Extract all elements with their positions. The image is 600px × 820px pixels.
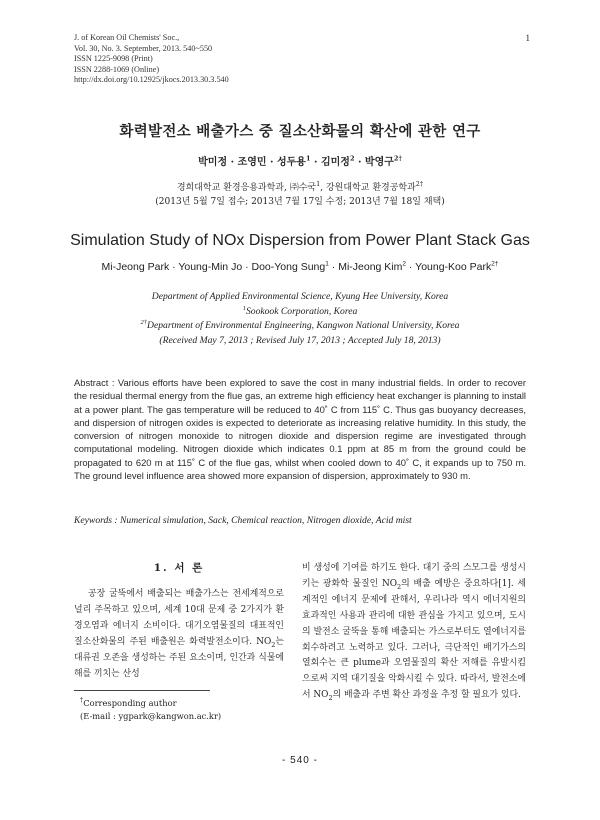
footnote-mark: † [80,696,84,705]
affil-ko-part: 경희대학교 환경응용과학과, ㈜수국 [176,183,317,193]
affil-ko-line [0,181,600,195]
journal-volume: Vol. 30, No. 3. September, 2013. 540~550 [74,43,213,53]
journal-name: J. of Korean Oil Chemists' Soc., [74,33,180,42]
keywords-label: Keywords : [74,515,118,526]
authors-korean [0,153,600,168]
footnote-divider [74,690,210,691]
affil-en-text: Sookook Corporation, Korea [245,305,358,317]
paragraph-text: 공장 굴뚝에서 배출되는 배출가스는 전세계적으로 널리 주목하고 있으며, 세계 10대 문제 중 2가지가 환경오염과 에너지 소비이다. 대기오염물질의 대표적인 질소산화물의 주된 배출원은 화력발전소이다. NO [74,589,284,647]
received-dates-english: (Received May 7, 2013 ; Revised July 17, 2013 ; Accepted July 18, 2013) [159,334,441,346]
authors-ko-part: 박미정 · 조영민 · 성두용 [198,157,306,168]
title-english: Simulation Study of NOx Dispersion from Power Plant Stack Gas [70,232,530,249]
affil-en-line [0,305,600,320]
affil-en-text: Department of Environmental Engineering, Kangwon National University, Korea [147,320,460,331]
affil-mark: 2† [393,154,402,163]
paragraph [74,587,284,682]
received-dates-korean: (2013년 5월 7일 접수; 2013년 7월 17일 수정; 2013년 7월 18일 채택) [155,197,445,207]
paragraph-text: 는 대류권 오존을 생성하는 주된 요소이며, 인간과 식물에 해를 끼치는 산성 [74,636,284,679]
paragraph-text: 의 배출 예방은 중요하다[1]. 세계적인 에너지 문제에 관해서, 우리나라 역시 에너지원의 효과적인 사용과 관리에 대한 관심을 가지고 있으며, 도시의 발전소 굴뚝을 통해 배출되는 가스로부터도 열에너지를 회수하려고 노력하고 있다. 그러나, 극단적인 배기가스의 열회수는 큰 plume과 오염물질의 확산 저해를 유발시킴으로써 지역 대기질을 악화시킬 수 있다. 따라서, 발전소에서 NO [302,578,526,701]
authors-ko-part: · 김미정 [310,157,350,168]
affil-mark: 1 [325,260,329,268]
page-number-bottom: - 540 - [282,755,318,766]
affil-mark: 1 [316,180,321,188]
authors-en-part: · Mi-Jeong Kim [328,261,403,273]
affil-mark: 1 [305,154,311,163]
section-heading: 1. 서 론 [153,562,205,574]
abstract-text: Various efforts have been explored to save the cost in many industrial fields. In order to recover the residual thermal energy from the flue gas, an extreme high efficiency heat exchanger is planning to install at a power plant. The gas temperature will be reduced to 40˚ C from 115˚ C. Thus gas buoyancy decreases, and dispersion of nitrogen oxides is expected to deteriorate as increasing relative humidity. In this study, the conversion of nitrogen monoxide to nitrogen dioxide and dispersion regime are investigated through computational modeling. Nitrogen dioxide which indicates 0.1 ppm at 85 m from the ground could be propagated to 620 m at 115˚ C of the flue gas, whilst when cooled down to 40˚ C, it expands up to 750 m. The ground level influence area showed more expansion of dispersion, approximately to 930 m. [74,377,526,482]
paragraph [302,561,526,704]
affil-mark: 2† [491,260,499,268]
authors-ko-part: · 박영구 [354,157,394,168]
paragraph-text: 의 배출과 주변 확산 과정을 추정 할 필요가 있다. [332,690,521,701]
affil-mark: 2† [415,180,424,188]
journal-info [74,33,229,86]
affiliations-english [0,290,600,348]
body-column-left [74,560,284,682]
subscript: 2 [271,640,276,649]
affil-mark: 1 [242,304,246,312]
subscript: 2 [397,582,402,591]
affil-en-line: Department of Applied Environmental Science, Kyung Hee University, Korea [151,291,449,302]
corresponding-author-label: Corresponding author [83,698,177,708]
paragraph-text: 비 생성에 기여를 하기도 한다. 대기 중의 스모그를 생성시키는 광화학 물질인 NO [302,563,526,589]
title-korean: 화력발전소 배출가스 중 질소산화물의 확산에 관한 연구 [119,123,481,140]
body-column-right [302,561,526,704]
authors-en-part: · Young-Koo Park [406,261,492,273]
affil-mark: 2† [140,318,148,326]
authors-en-part: Mi-Jeong Park · Young-Min Jo · Doo-Yong Sung [101,261,326,273]
affil-en-line [0,319,600,334]
abstract [74,376,526,482]
footnote [80,697,221,723]
keywords-text: Numerical simulation, Sack, Chemical reaction, Nitrogen dioxide, Acid mist [120,515,412,526]
affil-ko-part: , 강원대학교 환경공학과 [320,183,416,193]
doi-link[interactable]: http://dx.doi.org/10.12925/jkocs.2013.30.3.540 [74,75,229,85]
keywords [74,515,526,526]
author-email[interactable]: (E-mail : ygpark@kangwon.ac.kr) [80,711,222,721]
affiliations-korean [0,181,600,209]
affil-mark: 2 [402,260,407,268]
page-number-top: 1 [525,33,530,43]
abstract-label: Abstract : [74,377,115,388]
subscript: 2 [328,694,333,703]
issn-online: ISSN 2288-1069 (Online) [74,64,160,74]
authors-english [0,261,600,273]
footnote-line [80,697,221,710]
issn-print: ISSN 1225-9098 (Print) [74,54,153,64]
affil-mark: 2 [349,154,355,163]
